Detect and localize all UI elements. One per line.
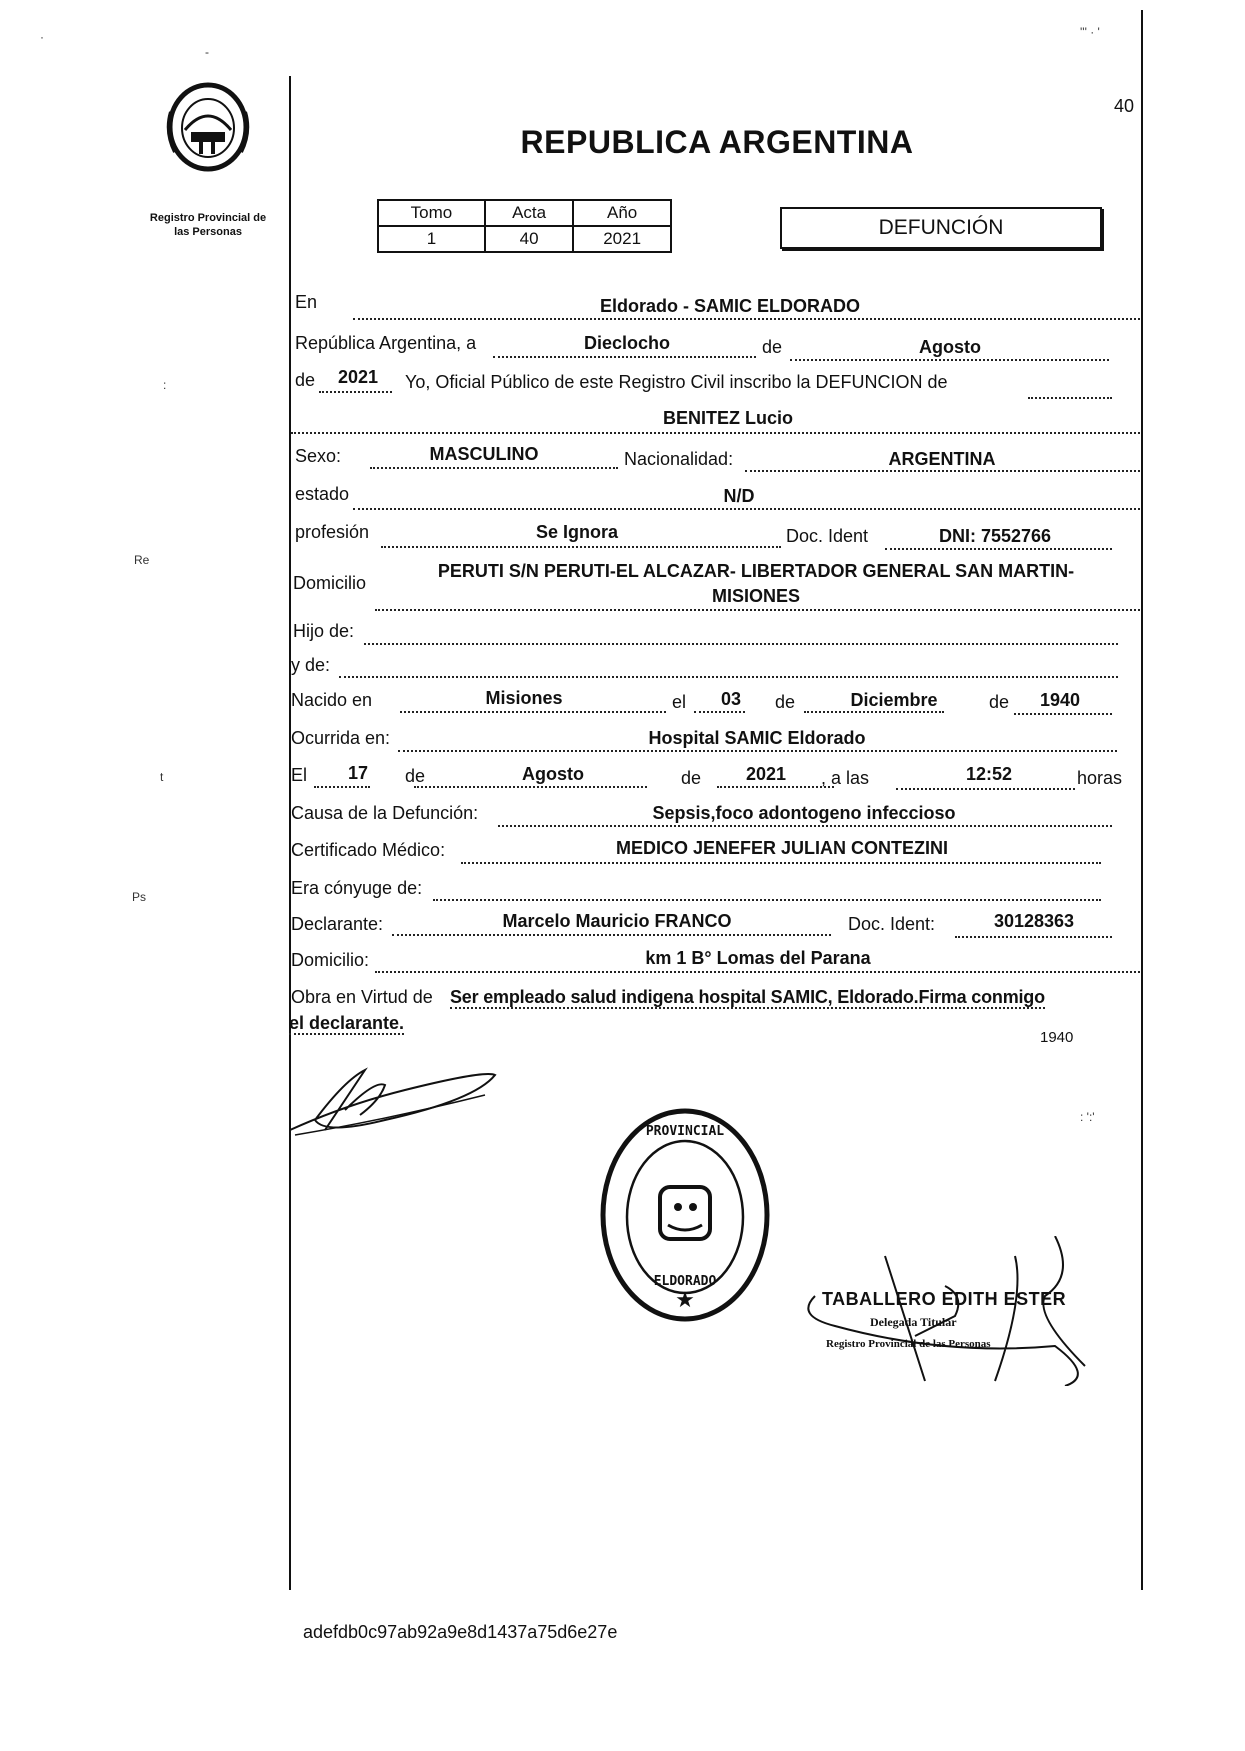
value-tomo: 1 [378,226,485,252]
page-title: REPUBLICA ARGENTINA [520,124,914,160]
label-de: de [681,768,702,788]
dotted-line [375,609,1140,611]
value-birthplace: Misiones [485,688,563,708]
dotted-line [498,825,1112,827]
header-anio: Año [573,200,671,226]
dotted-line [885,548,1112,550]
header-tomo: Tomo [378,200,485,226]
value-domicilio-line1: PERUTI S/N PERUTI-EL ALCAZAR- LIBERTADOR GENERAL SAN MARTIN- [437,561,1075,581]
label-nacionalidad: Nacionalidad: [624,449,734,469]
value-causa: Sepsis,foco adontogeno infeccioso [652,803,956,823]
dotted-line [461,862,1101,864]
dotted-line [339,676,1118,678]
acta-reference-table [377,199,672,253]
scan-speck: : ':' [1080,1110,1095,1124]
registry-caption-line2: las Personas [174,226,242,238]
label-de-year: de [295,370,316,390]
value-profesion: Se Ignora [535,522,619,542]
dotted-line [381,546,781,548]
label-de: de [989,692,1010,712]
label-estado: estado [295,484,350,504]
value-day-words: Dieclocho [583,333,671,353]
scan-speck: ''' · ' [1080,25,1100,39]
registry-caption-line1: Registro Provincial de [149,212,267,224]
dotted-line [804,711,944,713]
label-doc-ident: Doc. Ident: [848,914,936,934]
value-dni: DNI: 7552766 [938,526,1052,546]
dotted-line [1028,397,1112,399]
value-death-month: Agosto [522,764,584,784]
dotted-line [745,470,1140,472]
value-birth-day: 03 [720,689,742,709]
scan-speck: t [160,770,164,784]
label-hijo-de: Hijo de: [293,621,355,641]
label-de: de [762,337,783,357]
value-anio: 2021 [573,226,671,252]
dotted-line [353,318,1140,320]
value-acta: 40 [485,226,573,252]
label-obra-en-virtud: Obra en Virtud de [291,987,433,1007]
dotted-line [896,788,1075,790]
dotted-line [790,359,1109,361]
dotted-line [433,899,1101,901]
scan-speck: Re [134,553,150,567]
value-month: Agosto [919,337,981,357]
value-domicilio-declarante: km 1 B° Lomas del Parana [645,948,871,968]
dotted-line [375,971,1140,973]
official-office: Registro Provincial de las Personas [826,1338,991,1350]
scan-speck: : [163,378,167,392]
value-death-day: 17 [347,763,369,783]
value-death-time: 12:52 [965,764,1013,784]
official-name: TABALLERO EDITH ESTER [822,1289,1067,1309]
value-declarante: Marcelo Mauricio FRANCO [502,911,732,931]
value-death-year: 2021 [745,764,787,784]
label-certificado: Certificado Médico: [291,840,446,860]
value-birth-year: 1940 [1039,690,1081,710]
value-certificado: MEDICO JENEFER JULIAN CONTEZINI [615,838,949,858]
value-death-place: Hospital SAMIC Eldorado [648,728,866,748]
inscription-text: Yo, Oficial Público de este Registro Civil inscribo la DEFUNCION de [405,372,948,392]
label-el: el [672,692,687,712]
dotted-line [694,711,745,713]
dotted-line [370,467,618,469]
svg-text:PROVINCIAL: PROVINCIAL [645,1124,725,1139]
value-nacionalidad: ARGENTINA [888,449,996,469]
value-domicilio-line2: MISIONES [711,586,801,606]
right-margin-line [1141,10,1143,1590]
header-acta: Acta [485,200,573,226]
scan-speck: Ps [132,890,147,904]
dotted-line [400,711,666,713]
label-horas: horas [1077,768,1123,788]
label-profesion: profesión [295,522,370,542]
dotted-line [319,391,392,393]
label-domicilio: Domicilio [293,573,367,593]
label-sexo: Sexo: [295,446,342,466]
scan-speck: - [205,45,209,59]
scan-speck: · [40,30,44,44]
stray-year-mark: 1940 [1040,1029,1074,1046]
dotted-line [364,643,1118,645]
value-obra-line2: el declarante. [289,1013,405,1033]
dotted-line [955,936,1112,938]
value-year: 2021 [337,367,379,387]
label-ocurrida-en: Ocurrida en: [291,728,391,748]
label-nacido-en: Nacido en [291,690,373,710]
label-conyuge: Era cónyuge de: [291,878,423,898]
label-en: En [295,292,318,312]
registry-caption [128,211,288,239]
document-hash: adefdb0c97ab92a9e8d1437a75d6e27e [303,1622,618,1642]
label-a-las: , a las [821,768,870,788]
left-margin-line [289,76,291,1590]
dotted-line [314,786,370,788]
label-y-de: y de: [291,655,331,675]
act-type-box: DEFUNCIÓN [780,207,1102,249]
label-el: El [291,765,308,785]
value-obra-en-virtud: Ser empleado salud indigena hospital SAMIC, Eldorado.Firma conmigo [450,987,1045,1007]
dotted-line [392,934,831,936]
official-role: Delegada Titular [870,1315,957,1329]
label-domicilio-declarante: Domicilio: [291,950,370,970]
dotted-line [493,356,756,358]
label-doc-ident: Doc. Ident [786,526,869,546]
label-de: de [775,692,796,712]
dotted-line [398,750,1117,752]
dotted-line [717,786,834,788]
label-causa: Causa de la Defunción: [291,803,479,823]
dotted-line [414,786,647,788]
value-sexo: MASCULINO [429,444,539,464]
value-place: Eldorado - SAMIC ELDORADO [600,296,860,316]
svg-text:ELDORADO: ELDORADO [653,1274,717,1289]
official-stamp [598,1107,772,1323]
value-estado: N/D [723,486,755,506]
dotted-line [291,432,1140,434]
official-signature [795,1236,1095,1391]
province-seal-logo [165,82,251,172]
label-declarante: Declarante: [291,914,384,934]
value-birth-month: Diciembre [850,690,938,710]
value-deceased-name: BENITEZ Lucio [663,408,793,428]
dotted-line [353,508,1140,510]
label-republica: República Argentina, a [295,333,477,353]
dotted-line [1014,713,1112,715]
page-number: 40 [1114,96,1135,116]
label-de: de [405,766,426,786]
declarant-signature [285,1050,505,1145]
svg-text:★: ★ [675,1287,695,1312]
value-declarante-doc: 30128363 [993,911,1075,931]
